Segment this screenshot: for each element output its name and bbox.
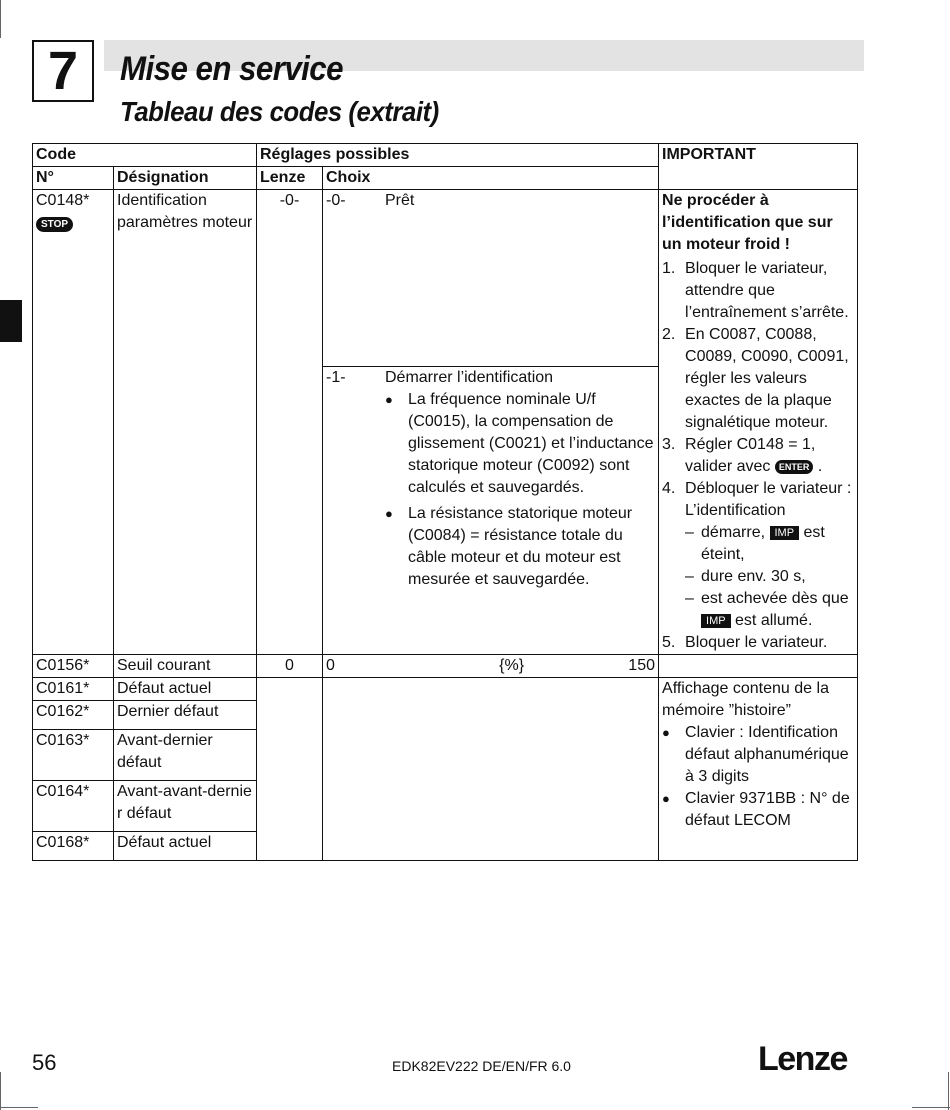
designation-fault-3: Avant-avant-dernier défaut bbox=[114, 781, 257, 832]
fault-info-lead: Affichage contenu de la mémoire ”histoire” bbox=[662, 680, 829, 719]
header-code: Code bbox=[33, 144, 257, 167]
choice-0-cell bbox=[323, 190, 659, 367]
choice-0-text: Prêt bbox=[385, 192, 415, 209]
lenze-c0156: 0 bbox=[257, 655, 323, 678]
header-important-spacer bbox=[659, 167, 858, 190]
step-3-end: . bbox=[817, 458, 823, 475]
step-number: 2. bbox=[662, 326, 676, 343]
chapter-tab-marker bbox=[0, 300, 22, 342]
step-number: 4. bbox=[662, 480, 676, 497]
step-text bbox=[685, 434, 854, 478]
step-number: 3. bbox=[662, 436, 676, 453]
step-number: 5. bbox=[662, 634, 676, 651]
header-row-1 bbox=[33, 144, 858, 167]
enter-key-icon: ENTER bbox=[775, 460, 814, 474]
step-4 bbox=[662, 478, 854, 522]
crop-mark bbox=[0, 1072, 1, 1110]
range-min: 0 bbox=[326, 657, 335, 674]
choix-faults bbox=[323, 678, 659, 861]
lenze-c0148: -0- bbox=[257, 190, 323, 655]
step-list bbox=[662, 258, 854, 522]
code-fault-4: C0168* bbox=[33, 832, 114, 861]
bullet-text: La résistance statorique moteur (C0084) = résistance totale du câble moteur et du moteur est mesurée et sauvegardée. bbox=[408, 505, 633, 588]
designation-fault-2: Avant-dernier défaut bbox=[114, 730, 257, 781]
code-fault-3: C0164* bbox=[33, 781, 114, 832]
step-1 bbox=[662, 258, 854, 324]
header-reglages: Réglages possibles bbox=[257, 144, 659, 167]
important-lead: Ne procéder à l’identification que sur un moteur froid ! bbox=[662, 192, 833, 253]
step-3 bbox=[662, 434, 854, 478]
choix-c0156 bbox=[323, 655, 659, 678]
table-row bbox=[33, 655, 858, 678]
page-number: 56 bbox=[32, 1050, 57, 1075]
code-fault-1: C0162* bbox=[33, 701, 114, 730]
header-num: N° bbox=[33, 167, 114, 190]
bullet-item: ● La fréquence nominale U/f (C0015), la compensation de glissement (C0021) et l’inductance statorique moteur (C0092) sont calculés et sauvegardés. bbox=[385, 389, 655, 499]
dash-3-post: est allumé. bbox=[735, 612, 813, 629]
important-faults bbox=[659, 678, 858, 861]
lenze-faults bbox=[257, 678, 323, 861]
designation-c0156: Seuil courant bbox=[114, 655, 257, 678]
code-c0156: C0156* bbox=[33, 655, 114, 678]
code-table bbox=[32, 143, 858, 861]
choice-1-key: -1- bbox=[326, 369, 346, 386]
step-text: En C0087, C0088, C0089, C0090, C0091, régler les valeurs exactes de la plaque signalétique moteur. bbox=[685, 326, 849, 431]
bullet-item: ● Clavier 9371BB : N° de défaut LECOM bbox=[662, 788, 854, 832]
choice-1 bbox=[326, 367, 655, 389]
crop-mark bbox=[948, 1072, 949, 1110]
dash-item-2: – dure env. 30 s, bbox=[662, 566, 854, 588]
table-row bbox=[33, 190, 858, 367]
dash-1-post: est éteint, bbox=[701, 524, 825, 563]
page-subtitle: Tableau des codes (extrait) bbox=[120, 96, 439, 127]
dash-2-text: dure env. 30 s, bbox=[701, 568, 806, 585]
step-list-end bbox=[662, 632, 854, 654]
choice-0-key: -0- bbox=[326, 192, 346, 209]
step-5 bbox=[662, 632, 854, 654]
imp-indicator-icon: IMP bbox=[770, 526, 800, 540]
crop-mark bbox=[912, 1107, 950, 1108]
header-designation: Désignation bbox=[114, 167, 257, 190]
bullet-item: ● Clavier : Identification défaut alphanumérique à 3 digits bbox=[662, 722, 854, 788]
step-text: Bloquer le variateur. bbox=[685, 634, 828, 651]
lenze-logo: Lenze bbox=[758, 1040, 847, 1078]
code-fault-2: C0163* bbox=[33, 730, 114, 781]
designation-c0148: Identification paramètres moteur bbox=[114, 190, 257, 655]
designation-fault-4: Défaut actuel bbox=[114, 832, 257, 861]
crop-mark bbox=[0, 0, 1, 38]
choice-0 bbox=[326, 190, 655, 212]
step-3-text: Régler C0148 = 1, valider avec bbox=[685, 436, 816, 475]
imp-indicator-icon: IMP bbox=[701, 614, 731, 628]
table-row bbox=[33, 678, 858, 701]
code-cell bbox=[33, 190, 114, 655]
range-unit: {%} bbox=[499, 657, 525, 674]
step-2 bbox=[662, 324, 854, 434]
choice-1-cell bbox=[323, 367, 659, 655]
header-important: IMPORTANT bbox=[659, 144, 858, 167]
designation-fault-1: Dernier défaut bbox=[114, 701, 257, 730]
stop-icon: STOP bbox=[36, 217, 73, 232]
dash-3-pre: est achevée dès que bbox=[701, 590, 849, 607]
bullet-text: La fréquence nominale U/f (C0015), la compensation de glissement (C0021) et l’inductance statorique moteur (C0092) sont calculés et sauvegardés. bbox=[408, 391, 654, 496]
dash-1-pre: démarre, bbox=[701, 524, 766, 541]
bullet-text: Clavier : Identification défaut alphanumérique à 3 digits bbox=[685, 724, 849, 785]
header-row-2 bbox=[33, 167, 858, 190]
choice-1-bullets bbox=[326, 389, 655, 591]
dash-item-1: – démarre, IMP est éteint, bbox=[685, 524, 825, 563]
dash-item-3: – est achevée dès que IMP est allumé. bbox=[685, 590, 849, 629]
chapter-number: 7 bbox=[32, 40, 94, 102]
bullet-text: Clavier 9371BB : N° de défaut LECOM bbox=[685, 790, 850, 829]
header-lenze: Lenze bbox=[257, 167, 323, 190]
step-number: 1. bbox=[662, 260, 676, 277]
step-text: Débloquer le variateur : L’identification bbox=[685, 480, 852, 519]
bullet-item: ● La résistance statorique moteur (C0084) = résistance totale du câble moteur et du moteur est mesurée et sauvegardée. bbox=[385, 503, 655, 591]
range-max: 150 bbox=[628, 657, 655, 674]
page-title: Mise en service bbox=[120, 50, 343, 88]
header-choix: Choix bbox=[323, 167, 659, 190]
code-c0148: C0148* bbox=[36, 192, 90, 209]
step-text: Bloquer le variateur, attendre que l’entraînement s’arrête. bbox=[685, 260, 849, 321]
document-id: EDK82EV222 DE/EN/FR 6.0 bbox=[392, 1058, 571, 1074]
designation-fault-0: Défaut actuel bbox=[114, 678, 257, 701]
important-c0148 bbox=[659, 190, 858, 655]
important-c0156 bbox=[659, 655, 858, 678]
code-fault-0: C0161* bbox=[33, 678, 114, 701]
crop-mark bbox=[0, 1107, 38, 1108]
choice-1-text: Démarrer l’identification bbox=[385, 369, 554, 386]
